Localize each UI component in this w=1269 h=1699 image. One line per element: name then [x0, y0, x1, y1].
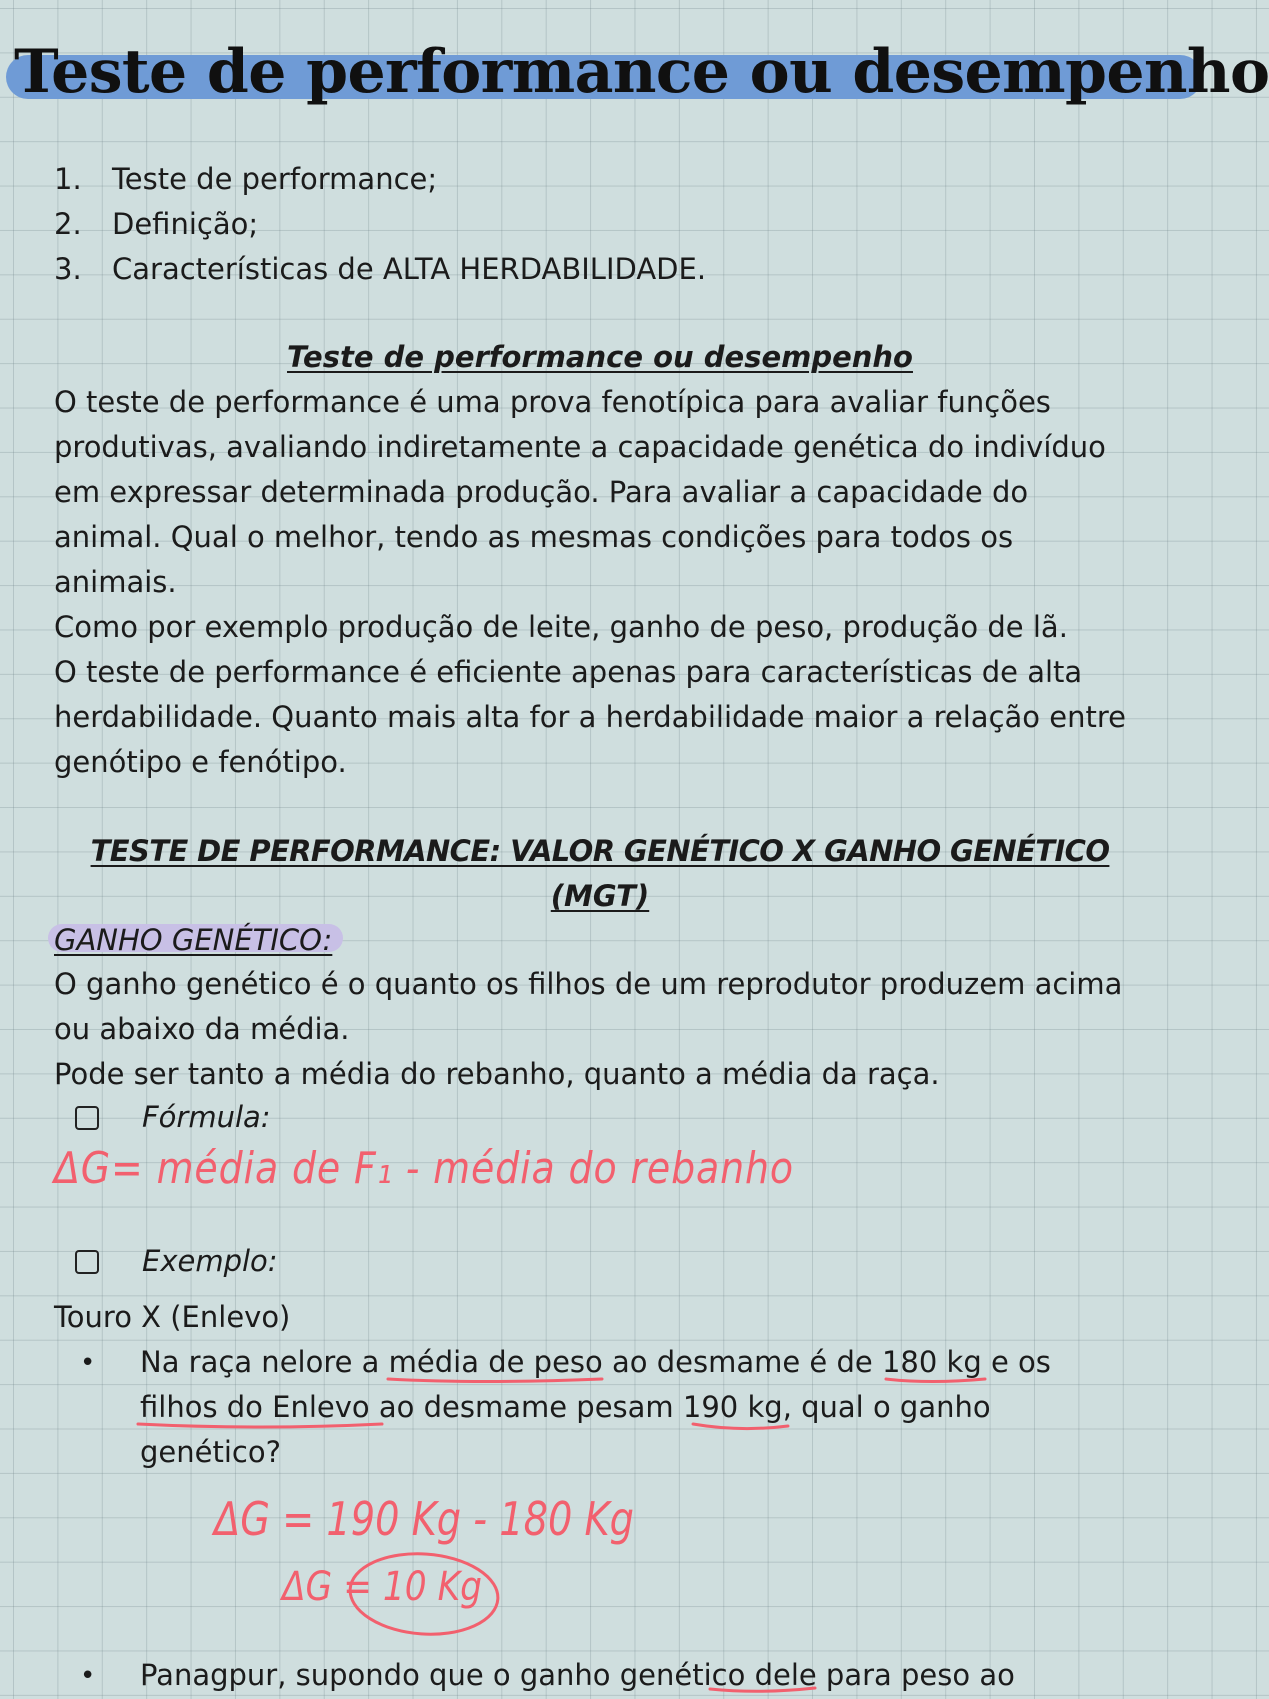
bullet-dot: •: [80, 1348, 96, 1378]
underline-media-de-peso: [388, 1379, 602, 1382]
body-line: animais.: [54, 565, 177, 599]
handwritten-calculation: [200, 1475, 660, 1635]
underlined-190kg: 190 kg: [682, 1390, 783, 1424]
underline-190kg: [693, 1424, 788, 1429]
underline-filhos-do-enlevo: [138, 1424, 382, 1427]
calc-line-1: ΔG = 190 Kg - 180 Kg: [211, 1492, 634, 1546]
underlined-filhos-do-enlevo: filhos do Enlevo: [140, 1390, 370, 1424]
calc-line-2: ΔG = 10 Kg: [279, 1564, 482, 1610]
body-line: Pode ser tanto a média do rebanho, quanto a média da raça.: [54, 1057, 940, 1091]
text-span: , qual o ganho: [782, 1390, 991, 1424]
underlined-180kg: 180 kg: [881, 1345, 982, 1379]
example-question-2: Panagpur, supondo que o ganho genético dele para peso ao: [140, 1658, 1015, 1692]
page-title: Teste de performance ou desempenho: [14, 37, 1269, 107]
body-line: animal. Qual o melhor, tendo as mesmas condições para todos os: [54, 520, 1014, 554]
body-line: em expressar determinada produção. Para avaliar a capacidade do: [54, 475, 1029, 509]
body-line: produtivas, avaliando indiretamente a capacidade genética do indivíduo: [54, 430, 1106, 464]
underline-180kg: [886, 1379, 985, 1382]
formula-text: ΔG= média de F₁ - média do rebanho: [51, 1143, 794, 1194]
body-line: O teste de performance é eficiente apenas para características de alta: [54, 655, 1083, 689]
body-line: O ganho genético é o quanto os filhos de um reprodutor produzem acima: [54, 967, 1123, 1001]
body-line: Como por exemplo produção de leite, ganho de peso, produção de lã.: [54, 610, 1068, 644]
body-line: O teste de performance é uma prova fenotípica para avaliar funções: [54, 385, 1051, 419]
toc-number-2: 2.: [54, 207, 82, 241]
example-label: Exemplo:: [142, 1244, 278, 1278]
text-span: e os: [981, 1345, 1051, 1379]
body-line: genótipo e fenótipo.: [54, 745, 347, 779]
subheading-ganho-genetico: GANHO GENÉTICO:: [54, 923, 333, 957]
bullet-dot: •: [80, 1661, 96, 1691]
toc-item-2: Definição;: [112, 207, 259, 241]
question-line-3: genético?: [140, 1435, 281, 1469]
example-subject: Touro X (Enlevo): [54, 1300, 291, 1334]
formula-label: Fórmula:: [142, 1100, 271, 1134]
underlined-media-de-peso: média de peso: [388, 1345, 603, 1379]
toc-item-1: Teste de performance;: [112, 162, 438, 196]
toc-number-3: 3.: [54, 252, 82, 286]
section-heading-mgt-line2: (MGT): [550, 879, 650, 913]
text-span: Na raça nelore a: [140, 1345, 389, 1379]
toc-item-3: Características de ALTA HERDABILIDADE.: [112, 252, 707, 286]
body-line: herdabilidade. Quanto mais alta for a herdabilidade maior a relação entre: [54, 700, 1126, 734]
text-span: ao desmame pesam: [369, 1390, 683, 1424]
text-span: ao desmame é de: [602, 1345, 882, 1379]
toc-number-1: 1.: [54, 162, 82, 196]
body-line: ou abaixo da média.: [54, 1012, 350, 1046]
section-heading-mgt: TESTE DE PERFORMANCE: VALOR GENÉTICO X GANHO GENÉTICO: [90, 834, 1110, 868]
section-heading-performance: Teste de performance ou desempenho: [287, 340, 913, 374]
